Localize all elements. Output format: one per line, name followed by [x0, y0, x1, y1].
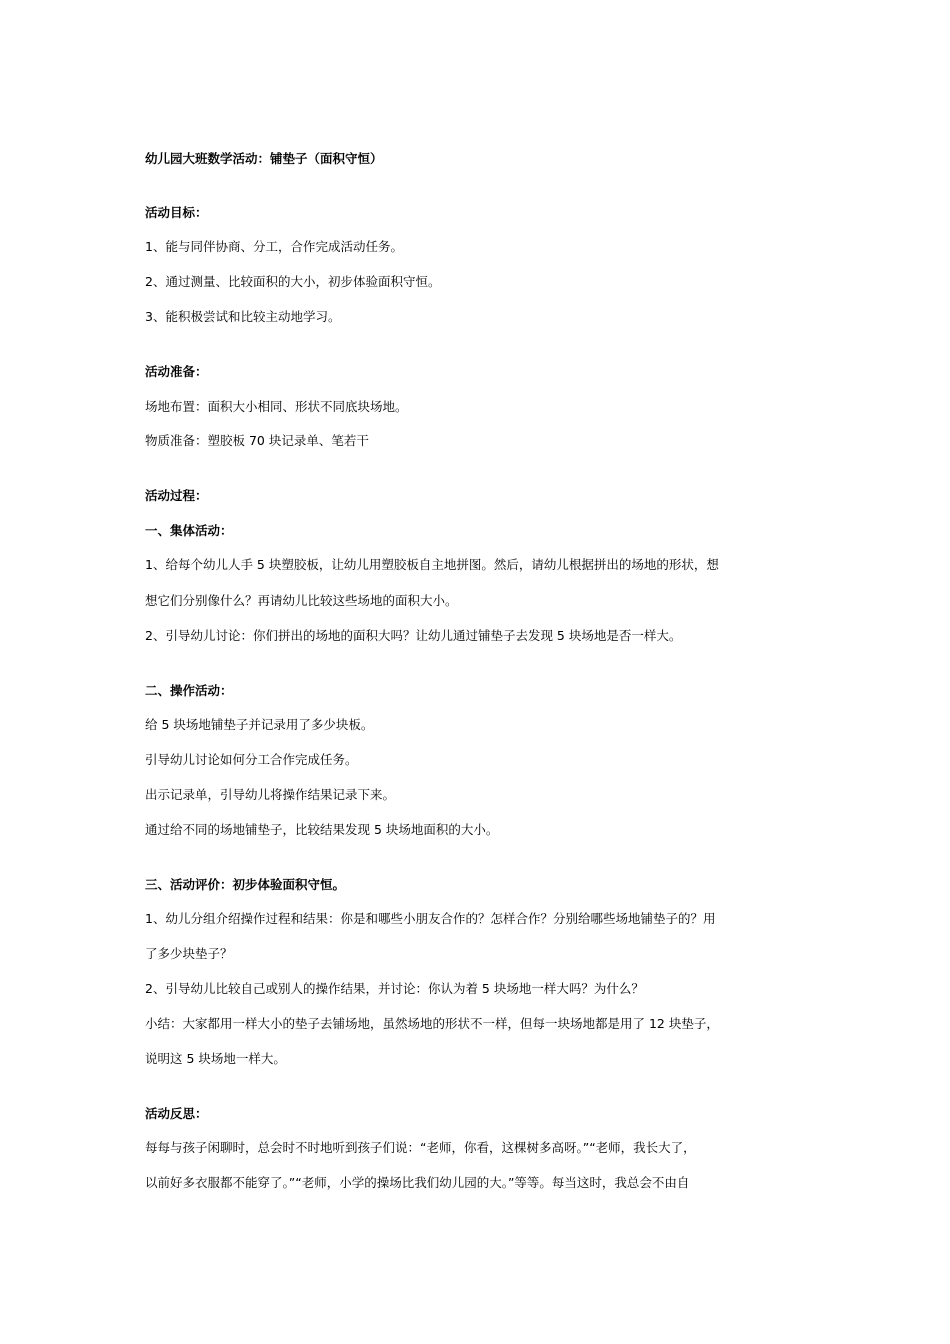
part2-heading: 二、操作活动：: [145, 683, 233, 698]
goal-item: 2、通过测量、比较面积的大小，初步体验面积守恒。: [145, 274, 441, 289]
goal-item: 1、能与同伴协商、分工，合作完成活动任务。: [145, 239, 403, 254]
part2-text: 给 5 块场地铺垫子并记录用了多少块板。: [145, 717, 374, 732]
part3-heading: 三、活动评价：初步体验面积守恒。: [145, 877, 346, 892]
part3-text: 了多少块垫子？: [145, 946, 233, 961]
part3-text: 小结：大家都用一样大小的垫子去铺场地，虽然场地的形状不一样，但每一块场地都是用了 12 块垫子，: [145, 1016, 719, 1031]
part1-heading: 一、集体活动：: [145, 523, 233, 538]
process-heading: 活动过程：: [145, 488, 208, 503]
part2-text: 引导幼儿讨论如何分工合作完成任务。: [145, 752, 358, 767]
reflection-text: 每每与孩子闲聊时，总会时不时地听到孩子们说：“老师，你看，这棵树多高呀。”“老师，我长大了，: [145, 1140, 696, 1155]
goal-item: 3、能积极尝试和比较主动地学习。: [145, 309, 341, 324]
part3-text: 2、引导幼儿比较自己或别人的操作结果，并讨论：你认为着 5 块场地一样大吗？为什么？: [145, 981, 644, 996]
prep-item: 物质准备：塑胶板 70 块记录单、笔若干: [145, 433, 369, 448]
part3-text: 说明这 5 块场地一样大。: [145, 1051, 286, 1066]
reflection-text: 以前好多衣服都不能穿了。”“老师，小学的操场比我们幼儿园的大。”等等。每当这时，我总会不由自: [145, 1175, 690, 1190]
prep-item: 场地布置：面积大小相同、形状不同底块场地。: [145, 399, 408, 414]
part1-text: 想它们分别像什么？再请幼儿比较这些场地的面积大小。: [145, 593, 458, 608]
part2-text: 通过给不同的场地铺垫子，比较结果发现 5 块场地面积的大小。: [145, 822, 499, 837]
document-title: 幼儿园大班数学活动：铺垫子（面积守恒）: [145, 151, 383, 166]
part1-text: 2、引导幼儿讨论：你们拼出的场地的面积大吗？让幼儿通过铺垫子去发现 5 块场地是否一样大。: [145, 628, 682, 643]
part3-text: 1、幼儿分组介绍操作过程和结果：你是和哪些小朋友合作的？怎样合作？分别给哪些场地铺垫子的？用: [145, 911, 716, 926]
reflection-heading: 活动反思：: [145, 1106, 208, 1121]
prep-heading: 活动准备：: [145, 364, 208, 379]
goals-heading: 活动目标：: [145, 205, 208, 220]
part2-text: 出示记录单，引导幼儿将操作结果记录下来。: [145, 787, 396, 802]
part1-text: 1、给每个幼儿人手 5 块塑胶板，让幼儿用塑胶板自主地拼图。然后，请幼儿根据拼出的场地的形状，想: [145, 557, 719, 572]
